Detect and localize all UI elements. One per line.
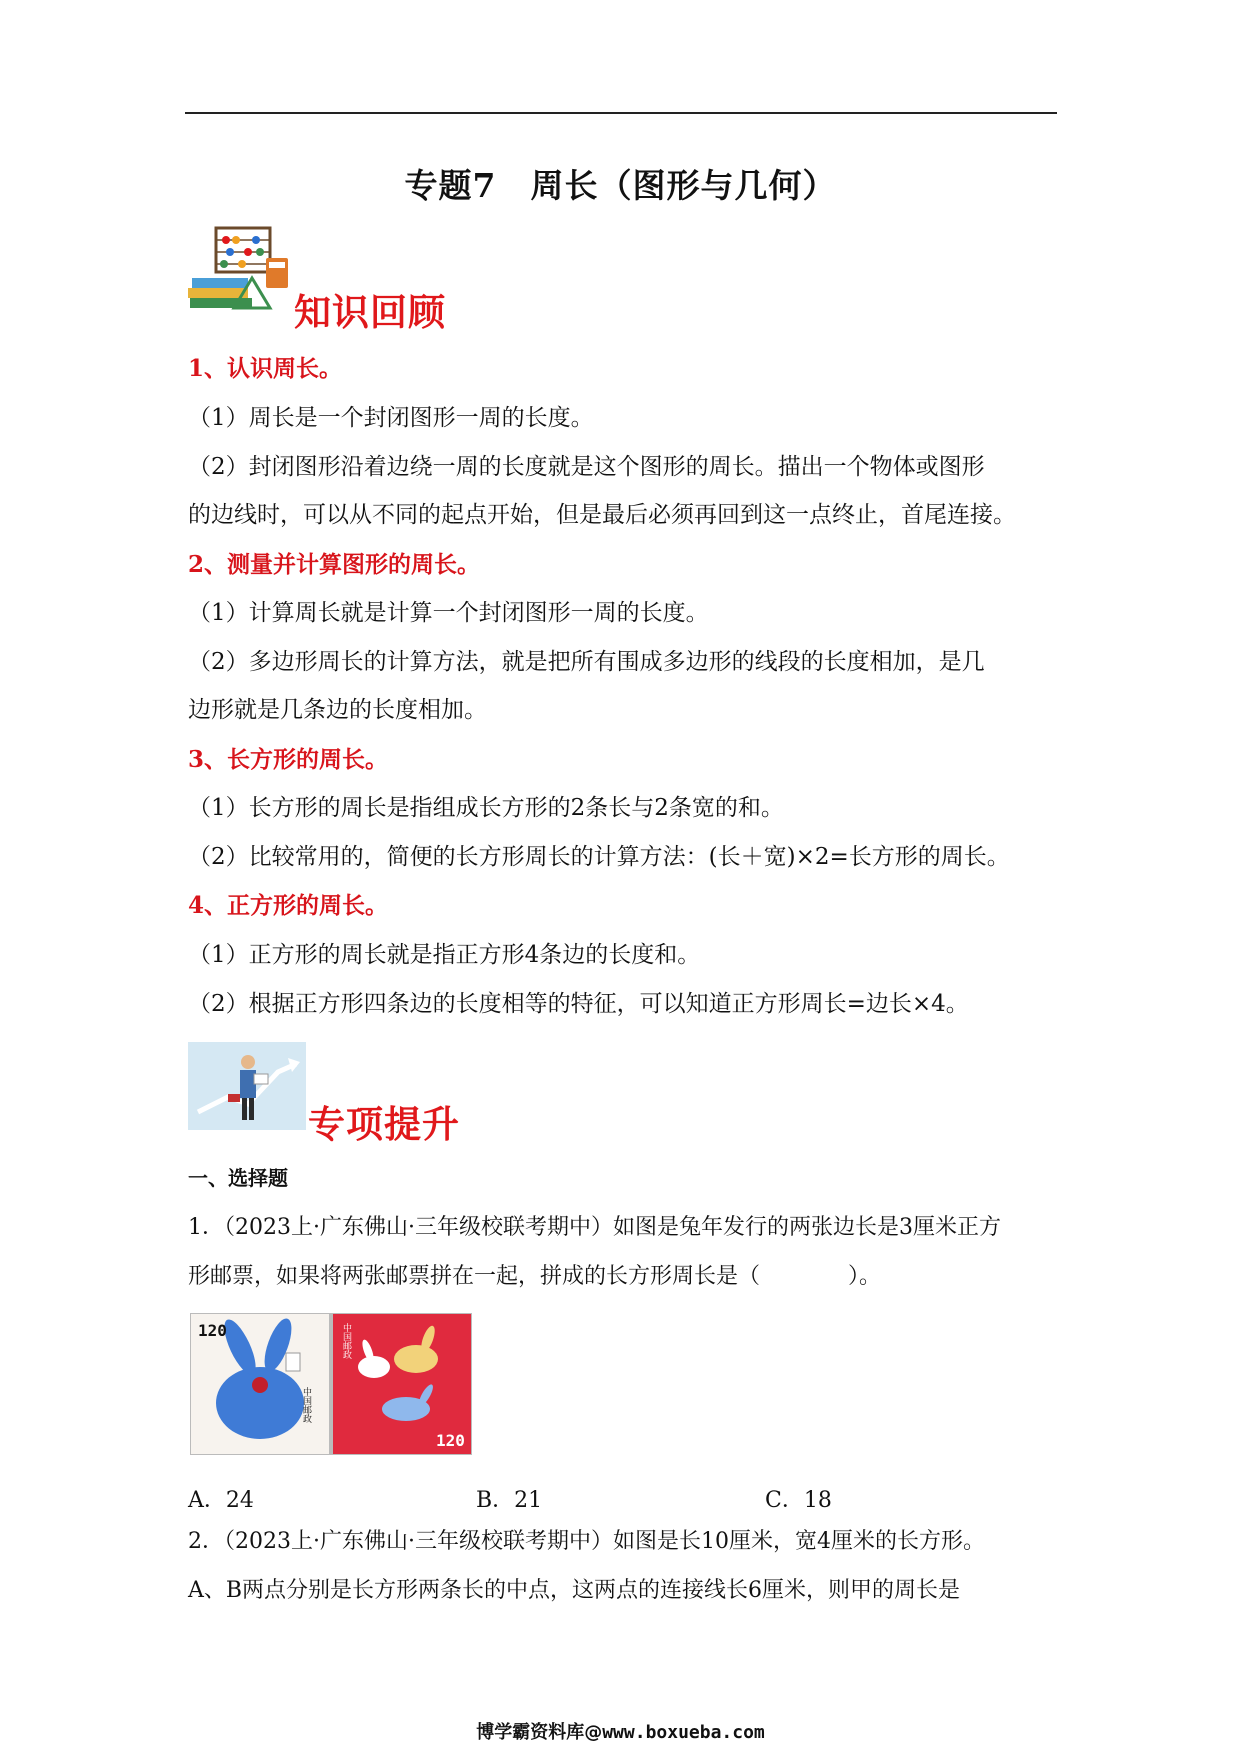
footer-url: www.boxueba.com (602, 1722, 765, 1743)
knowledge-text: 边形就是几条边的长度相加。 (188, 697, 487, 723)
knowledge-heading: 3、长方形的周长。 (188, 746, 389, 773)
q1-option-a: A．24 (188, 1488, 254, 1513)
left-stamp-value: 120 (198, 1321, 227, 1340)
exercise-heading: 一、选择题 (188, 1166, 288, 1190)
left-stamp-label: 中国邮政 (301, 1387, 311, 1423)
knowledge-text: （1）周长是一个封闭图形一周的长度。 (188, 405, 594, 431)
knowledge-heading: 2、测量并计算图形的周长。 (188, 551, 481, 578)
knowledge-text: （1）长方形的周长是指组成长方形的2条长与2条宽的和。 (188, 795, 784, 821)
knowledge-text: （2）封闭图形沿着边绕一周的长度就是这个图形的周长。描出一个物体或图形 (188, 454, 985, 480)
knowledge-text: （2）多边形周长的计算方法，就是把所有围成多边形的线段的长度相加，是几 (188, 649, 985, 675)
teacher-chart-icon (188, 1042, 306, 1130)
q2-text-line2: A、B两点分别是长方形两条长的中点，这两点的连接线长6厘米，则甲的周长是 (188, 1578, 961, 1603)
footer-prefix: 博学霸资料库@ (476, 1722, 603, 1743)
practice-section-title: 专项提升 (308, 1102, 460, 1146)
knowledge-text: （1）正方形的周长就是指正方形4条边的长度和。 (188, 942, 701, 968)
header-rule (185, 112, 1057, 114)
page-footer (0, 1718, 1241, 1744)
q2-text-line1: 2．（2023上·广东佛山·三年级校联考期中）如图是长10厘米，宽4厘米的长方形。 (188, 1529, 985, 1554)
q1-option-c: C．18 (765, 1488, 832, 1513)
rabbit-stamps-figure (190, 1313, 472, 1455)
knowledge-text: 的边线时，可以从不同的起点开始，但是最后必须再回到这一点终止，首尾连接。 (188, 502, 1016, 528)
review-section-title: 知识回顾 (294, 290, 446, 334)
knowledge-heading: 1、认识周长。 (188, 355, 343, 382)
abacus-books-icon (186, 218, 290, 312)
right-stamp-label: 中国邮政 (341, 1323, 351, 1359)
q1-option-b: B．21 (476, 1488, 543, 1513)
page-title: 专题7 周长（图形与几何） (404, 166, 837, 205)
rabbit-stamps-image (190, 1313, 472, 1455)
knowledge-heading: 4、正方形的周长。 (188, 892, 389, 919)
right-stamp-value: 120 (436, 1431, 465, 1450)
knowledge-text: （2）根据正方形四条边的长度相等的特征，可以知道正方形周长=边长×4。 (188, 991, 969, 1017)
knowledge-text: （1）计算周长就是计算一个封闭图形一周的长度。 (188, 600, 709, 626)
knowledge-text: （2）比较常用的，简便的长方形周长的计算方法：(长＋宽)×2=长方形的周长。 (188, 844, 1010, 870)
q1-text-line1: 1．（2023上·广东佛山·三年级校联考期中）如图是兔年发行的两张边长是3厘米正方 (188, 1215, 1001, 1240)
q1-text-line2: 形邮票，如果将两张邮票拼在一起，拼成的长方形周长是（ ）。 (188, 1264, 882, 1289)
